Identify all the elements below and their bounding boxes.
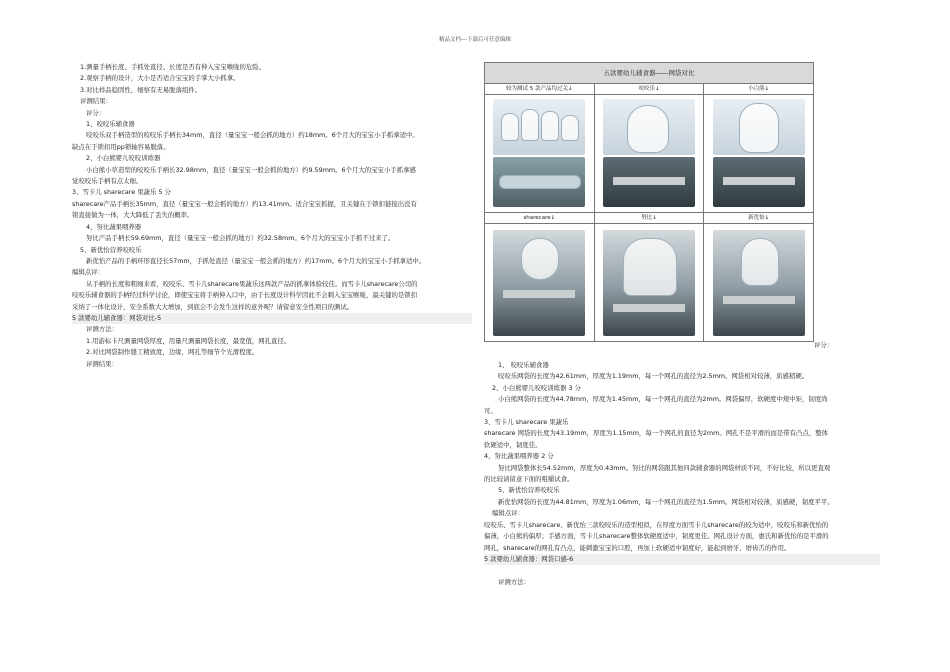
section-heading: 5、新优怡营养咬咬乐 — [80, 245, 142, 254]
section-heading: 2、小白熊婴儿咬咬训练器 3 分 — [492, 383, 581, 392]
text-line: 软硬适中，韧度佳。 — [484, 440, 542, 449]
section-heading: 4、努比蔬果喂养器 — [86, 222, 142, 231]
section-title: 5 款婴幼儿辅食器：网袋口感-6 — [484, 554, 880, 565]
header-cell: 小白熊↓ — [748, 86, 770, 92]
section-heading: 4、努比蔬果喂养器 2 分 — [484, 452, 554, 461]
text-line: 咬咬乐辅食器的手柄经过科学讨论，即使宝宝将手柄伸入口中，由于长度设计科学因此不会刺入宝宝喉咙，最关键的是锁扣 — [72, 291, 418, 300]
photo-cell — [485, 95, 595, 212]
header-cell: 较为测试 5 款产品均过关↓ — [485, 84, 595, 94]
text-line: 努比产品手柄长59.69mm，直径（量宝宝一般会抓的地方）约32.58mm。6个月大的宝宝小手抓不过来了。 — [86, 234, 395, 243]
text-line: 努比网袋整体长54.52mm，厚度为0.43mm。努比的网袋跟其他四款辅食器的网袋材质不同，不好比较，所以更直观 — [498, 463, 831, 472]
photo-cell — [704, 95, 813, 212]
table-header-row — [485, 84, 813, 95]
text-line: 咬咬乐双手柄造型的咬咬乐手柄长34mm，直径（量宝宝一般会抓的地方）约18mm。6个月大的宝宝小手抓拿适中。 — [86, 131, 419, 140]
text-line: 2.观察手柄的设计，大小是否适合宝宝的手掌大小抓拿。 — [80, 74, 240, 83]
text-line: 1.用游标卡尺测量网袋厚度，用量尺测量网袋长度，最宽值，网孔直径。 — [86, 336, 291, 345]
photo-cell — [485, 224, 595, 341]
text-line: 觉咬咬乐手柄有点太细。 — [72, 177, 143, 186]
text-line: 偏薄，小白熊的偏厚；手感方面，雪卡儿sharecare整体软硬度适中，韧度更佳。网孔设计方面，惠氏和新优怡的是平滑的 — [484, 532, 829, 541]
text-line: 咬咬乐网袋的长度为42.61mm，厚度为1.19mm，每一个网孔的直径为2.5mm。网袋相对较薄，质感稍硬。 — [498, 372, 809, 381]
table-header-row — [485, 213, 813, 224]
section-heading: 3、雪卡儿 sharecare 果蔬乐 — [484, 418, 569, 427]
left-column — [72, 62, 472, 370]
header-cell: sharecare↓ — [485, 213, 595, 223]
photo-cell — [704, 224, 813, 341]
product-photo — [713, 99, 805, 155]
text-line: 新优怡网袋的长度为44.81mm，厚度为1.06mm，每一个网孔的直径为1.5mm。网袋相对较薄，质感硬，韧度平平。 — [498, 497, 834, 506]
text-line: sharecare 网袋的长度为43.19mm，厚度为1.15mm，每一个网孔的直径为2mm。网孔不是平滑的而是带有凸点，整体 — [484, 429, 828, 438]
text-line: 3.对比样品稳固性，细察有无易脱落组件。 — [80, 85, 202, 94]
spacer-line — [484, 565, 880, 576]
product-photo — [603, 230, 695, 336]
photo-cell — [595, 224, 705, 341]
text-line: 评分： — [86, 108, 106, 117]
text-line: 从手柄的长度和粗细来看，咬咬乐、雪卡儿sharecare果蔬乐这两款产品的抓拿体验较佳。而雪卡儿sharecare公司的 — [86, 279, 418, 288]
header-note: 精品文档---下载后可任意编辑 — [439, 37, 511, 43]
text-line: 采纳了一体化设计，安全系数大大增加，到底会不会发生这样的意外呢？请留意安全性项目的测试。 — [72, 302, 354, 311]
comparison-table — [484, 62, 814, 342]
text-line: 评测方法： — [498, 577, 530, 586]
table-title: 五款婴幼儿辅食器――网袋对比 — [485, 63, 813, 84]
text-line: 评测方法： — [86, 325, 118, 334]
product-photo — [603, 157, 695, 207]
section-heading: 1、咬咬乐辅食器 — [86, 120, 135, 129]
editor-comment-heading: 编辑点评： — [492, 509, 524, 518]
score-label: 评分： — [814, 341, 834, 349]
product-photo — [603, 99, 695, 155]
section-title: 5 款婴幼儿辅食器：网袋对比-5 — [72, 313, 472, 324]
section-heading: 5、新优怡营养咬咬乐 — [498, 486, 560, 495]
product-photo — [713, 230, 805, 336]
header-cell: 努比↓ — [595, 213, 705, 223]
section-heading: 1、 咬咬乐辅食器 — [498, 361, 549, 369]
table-image-row — [485, 224, 813, 341]
text-line: 咬咬乐、雪卡儿sharecare、新优怡三款咬咬乐的造型相似，在厚度方面雪卡儿sharecare的较为适中，咬咬乐和新优怡的 — [484, 520, 829, 529]
text-line: 可。 — [484, 406, 497, 415]
text-line: 评测结果： — [86, 359, 118, 368]
text-line: 1.测量手柄长度、手抓处直径、长度是否有伸入宝宝喉咙的危险。 — [80, 63, 266, 71]
header-cell: 咬咬乐↓ — [595, 84, 705, 94]
section-heading: 2、小白熊婴儿咬咬训练器 — [86, 154, 161, 163]
product-photo — [493, 99, 585, 155]
text-line: 的比较请留意下面的咀嚼试食。 — [484, 475, 574, 484]
right-column — [484, 360, 880, 588]
product-photo — [493, 157, 585, 207]
text-line: 评测结果： — [80, 97, 112, 106]
text-line: 网孔，sharecare的网孔有凸点，能刺激宝宝的口腔，再加上软硬适中韧度好，能起到磨牙、磨齿舌的作用。 — [484, 543, 791, 552]
product-photo — [713, 157, 805, 207]
text-line: 2.对比网袋制作缝工精致度，边缘，网孔等细节个光滑程度。 — [86, 348, 259, 357]
product-photo — [493, 230, 585, 336]
section-heading: 3、雪卡儿 sharecare 果蔬乐 5 分 — [72, 188, 171, 197]
text-line: 小白熊小草造型的咬咬乐手柄长32.98mm，直径（量宝宝一般会抓的地方）约9.59mm。6个月大的宝宝小手抓拿感 — [86, 165, 416, 174]
text-line: 小白熊网袋的长度为44.78mm，厚度为1.45mm，每一个网孔的直径为2mm。网袋偏厚，软硬度中规中矩，韧度尚 — [498, 395, 828, 404]
header-cell: 新优怡↓ — [748, 215, 770, 221]
table-image-row — [485, 95, 813, 213]
editor-comment-heading: 编辑点评： — [72, 268, 104, 277]
text-line: 新优怡产品的手柄环形直径长57mm，手抓处直径（量宝宝一般会抓的地方）约17mm。6个月大的宝宝小手抓拿适中。 — [86, 256, 426, 265]
text-line: 钳直接做为一体，大大降低了丢失的概率。 — [72, 211, 194, 220]
text-line: sharecare产品手柄长35mm，直径（量宝宝一般会抓的地方）约13.41mm。适合宝宝抓握，且关键在于锁扣链接出没有 — [72, 199, 417, 208]
text-line: 缺点在于锁扣用pp锁轴容易脱落。 — [72, 142, 170, 151]
photo-cell — [595, 95, 705, 212]
